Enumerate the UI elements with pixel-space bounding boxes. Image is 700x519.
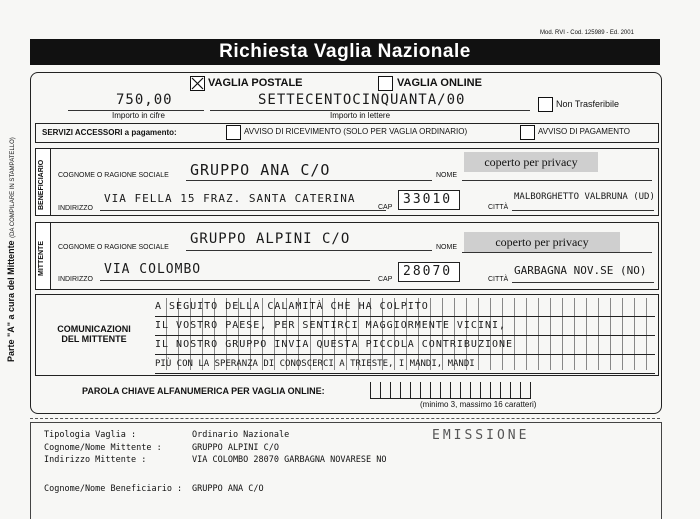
importo-lettere-field[interactable] (210, 92, 530, 111)
comunicazioni-line-1: A SEGUITO DELLA CALAMITÀ CHE HA COLPITO (155, 298, 655, 317)
parola-chiave-field[interactable] (370, 382, 531, 399)
beneficiario-label: BENEFICIARIO (38, 159, 45, 210)
parola-chiave-label: PAROLA CHIAVE ALFANUMERICA PER VAGLIA ONLINE: (82, 386, 325, 396)
comunicazioni-line-4: PIÙ CON LA SPERANZA DI CONOSCERCI A TRIESTE, I MANDI, MANDI (155, 355, 655, 374)
model-code: Mod. RVI - Cod. 125989 - Ed. 2001 (540, 30, 634, 36)
mittente-indirizzo-label: INDIRIZZO (58, 276, 93, 283)
mittente-indirizzo-field[interactable] (100, 260, 370, 281)
beneficiario-citta-field[interactable] (512, 190, 654, 211)
mittente-nome-field[interactable] (462, 236, 652, 253)
importo-cifre-label: Importo in cifre (112, 111, 165, 120)
comunicazioni-line-3: IL NOSTRO GRUPPO INVIA QUESTA PICCOLA CONTRIBUZIONE (155, 336, 655, 355)
vaglia-online-checkbox[interactable] (378, 76, 393, 91)
mittente-cognome-value: GRUPPO ALPINI C/O (190, 231, 351, 247)
emissione-row-1-label: Tipologia Vaglia : (44, 430, 137, 440)
side-note-bold: Parte "A" a cura del Mittente (6, 240, 16, 362)
beneficiario-cap-value: 33010 (403, 192, 453, 207)
mittente-citta-value: GARBAGNA NOV.SE (NO) (514, 264, 647, 277)
mittente-indirizzo-value: VIA COLOMBO (104, 262, 202, 277)
emissione-row-1-value: Ordinario Nazionale (192, 430, 290, 440)
section-separator (30, 418, 660, 419)
beneficiario-cognome-value: GRUPPO ANA C/O (190, 161, 331, 179)
emissione-row-3-value: VIA COLOMBO 28070 GARBAGNA NOVARESE NO (192, 455, 387, 465)
importo-cifre-field[interactable] (68, 92, 204, 111)
vaglia-postale-label: VAGLIA POSTALE (208, 77, 303, 89)
emissione-stamp: EMISSIONE (432, 428, 530, 443)
mittente-privacy-mask: coperto per privacy (464, 232, 620, 252)
beneficiario-privacy-mask: coperto per privacy (464, 152, 598, 172)
beneficiario-cap-label: CAP (378, 204, 393, 211)
side-note-small: (DA COMPILARE IN STAMPATELLO) (10, 137, 16, 238)
mittente-nome-label: NOME (436, 244, 457, 251)
parola-chiave-hint: (minimo 3, massimo 16 caratteri) (420, 400, 537, 409)
comunicazioni-line-2: IL VOSTRO PAESE, PER SENTIRCI MAGGIORMENTE VICINI, (155, 317, 655, 336)
beneficiario-citta-value: MALBORGHETTO VALBRUNA (UD) (514, 192, 655, 202)
beneficiario-indirizzo-value: VIA FELLA 15 FRAZ. SANTA CATERINA (104, 192, 356, 205)
beneficiario-cognome-label: COGNOME O RAGIONE SOCIALE (58, 172, 169, 179)
comunicazioni-label-2: DEL MITTENTE (61, 334, 127, 344)
emissione-row-2-value: GRUPPO ALPINI C/O (192, 443, 279, 453)
comunicazioni-label-1: COMUNICAZIONI (57, 324, 131, 334)
mittente-citta-field[interactable] (512, 262, 654, 283)
avviso-ricevimento-checkbox[interactable] (226, 125, 241, 140)
mittente-label: MITTENTE (38, 241, 45, 276)
non-trasferibile-label: Non Trasferibile (556, 99, 620, 109)
title-bar (30, 39, 660, 65)
side-note (6, 137, 16, 362)
mittente-cognome-field[interactable] (186, 230, 432, 251)
mittente-cap-field[interactable] (398, 262, 460, 282)
page-title: Richiesta Vaglia Nazionale (219, 41, 471, 62)
vaglia-online-label: VAGLIA ONLINE (397, 77, 482, 89)
importo-lettere-label: Importo in lettere (330, 111, 391, 120)
beneficiario-nome-field[interactable] (462, 164, 652, 181)
avviso-ricevimento-label: AVVISO DI RICEVIMENTO (SOLO PER VAGLIA ORDINARIO) (244, 127, 468, 136)
check-mark-icon (191, 77, 204, 90)
beneficiario-cognome-field[interactable] (186, 160, 432, 181)
mittente-cap-label: CAP (378, 276, 393, 283)
beneficiario-nome-label: NOME (436, 172, 457, 179)
avviso-pagamento-checkbox[interactable] (520, 125, 535, 140)
beneficiario-citta-label: CITTÀ (488, 204, 509, 211)
emissione-row-2-label: Cognome/Nome Mittente : (44, 443, 162, 453)
emissione-row-4-label: Cognome/Nome Beneficiario : (44, 484, 183, 494)
mittente-citta-label: CITTÀ (488, 276, 509, 283)
servizi-label: SERVIZI ACCESSORI a pagamento: (42, 128, 177, 137)
vaglia-postale-checkbox[interactable] (190, 76, 205, 91)
importo-lettere-value: SETTECENTOCINQUANTA/00 (258, 92, 466, 108)
beneficiario-cap-field[interactable] (398, 190, 460, 210)
importo-cifre-value: 750,00 (116, 92, 173, 108)
avviso-pagamento-label: AVVISO DI PAGAMENTO (538, 127, 631, 136)
comunicazioni-label-box (35, 294, 153, 374)
beneficiario-indirizzo-label: INDIRIZZO (58, 205, 93, 212)
comunicazioni-grid[interactable] (155, 298, 655, 370)
non-trasferibile-checkbox[interactable] (538, 97, 553, 112)
mittente-cap-value: 28070 (403, 264, 453, 279)
emissione-row-3-label: Indirizzo Mittente : (44, 455, 147, 465)
beneficiario-indirizzo-field[interactable] (100, 190, 386, 211)
emissione-row-4-value: GRUPPO ANA C/O (192, 484, 264, 494)
mittente-cognome-label: COGNOME O RAGIONE SOCIALE (58, 244, 169, 251)
